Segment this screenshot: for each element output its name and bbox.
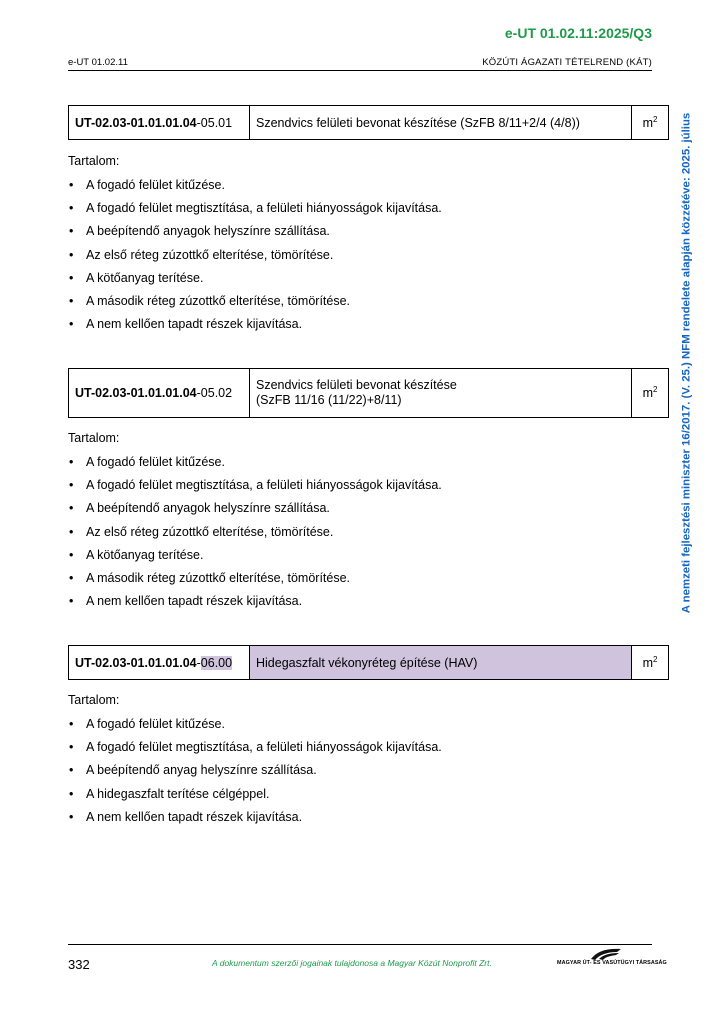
item-table-3 — [68, 645, 669, 680]
header-left: e-UT 01.02.11 — [68, 57, 128, 68]
header-right: KÖZÚTI ÁGAZATI TÉTELREND (KÁT) — [482, 57, 652, 68]
item-title: Hidegaszfalt vékonyréteg építése (HAV) — [250, 646, 632, 680]
footer-copyright: A dokumentum szerzői jogainak tulajdonosa a Magyar Közút Nonprofit Zrt. — [212, 958, 492, 968]
list-item: • Az első réteg zúzottkő elterítése, tömörítése. — [68, 525, 442, 548]
highlighted-code-part: 06.00 — [200, 655, 233, 670]
content-list-3 — [68, 717, 442, 833]
list-item: • A fogadó felület kitűzése. — [68, 717, 442, 740]
list-item: • A második réteg zúzottkő elterítése, tömörítése. — [68, 571, 442, 594]
footer-logo — [557, 947, 667, 969]
content-label: Tartalom: — [68, 154, 120, 168]
list-item: • A fogadó felület kitűzése. — [68, 455, 442, 478]
item-code: UT-02.03-01.01.01.04-05.01 — [69, 106, 250, 140]
item-unit: $m^2$ — [632, 646, 669, 680]
content-list-1 — [68, 178, 442, 340]
list-item: • A beépítendő anyagok helyszínre szállítása. — [68, 224, 442, 247]
side-note — [676, 96, 696, 630]
item-title: Szendvics felületi bevonat készítése (SzFB 11/16 (11/22)+8/11) — [250, 369, 632, 418]
list-item: • A beépítendő anyag helyszínre szállítása. — [68, 763, 442, 786]
content-label: Tartalom: — [68, 693, 120, 707]
list-item: • A kötőanyag terítése. — [68, 548, 442, 571]
list-item: • A kötőanyag terítése. — [68, 271, 442, 294]
page-number: 332 — [68, 957, 90, 972]
side-note-text: A nemzeti fejlesztési miniszter 16/2017. (V. 25.) NFM rendelete alapján közzétéve: 2025. július — [680, 112, 692, 614]
document-code: e-UT 01.02.11:2025/Q3 — [504, 25, 652, 41]
list-item: • Az első réteg zúzottkő elterítése, tömörítése. — [68, 248, 442, 271]
list-item: • A nem kellően tapadt részek kijavítása. — [68, 317, 442, 340]
logo-text: MAGYAR ÚT- ÉS VASÚTÜGYI TÁRSASÁG — [557, 960, 667, 966]
content-list-2 — [68, 455, 442, 617]
item-table-1 — [68, 105, 669, 140]
footer-divider — [68, 944, 652, 945]
list-item: • A fogadó felület kitűzése. — [68, 178, 442, 201]
header-divider — [68, 70, 652, 71]
list-item: • A hidegaszfalt terítése célgéppel. — [68, 787, 442, 810]
item-code: UT-02.03-01.01.01.04-05.02 — [69, 369, 250, 418]
list-item: • A nem kellően tapadt részek kijavítása. — [68, 810, 442, 833]
list-item: • A fogadó felület megtisztítása, a felületi hiányosságok kijavítása. — [68, 478, 442, 501]
item-code: UT-02.03-01.01.01.04-06.00 — [69, 646, 250, 680]
list-item: • A fogadó felület megtisztítása, a felületi hiányosságok kijavítása. — [68, 740, 442, 763]
item-table-2 — [68, 368, 669, 418]
list-item: • A beépítendő anyagok helyszínre szállítása. — [68, 501, 442, 524]
list-item: • A második réteg zúzottkő elterítése, tömörítése. — [68, 294, 442, 317]
item-unit: $m^2$ — [632, 369, 669, 418]
item-unit: $m^2$ — [632, 106, 669, 140]
item-title: Szendvics felületi bevonat készítése (SzFB 8/11+2/4 (4/8)) — [250, 106, 632, 140]
list-item: • A nem kellően tapadt részek kijavítása. — [68, 594, 442, 617]
list-item: • A fogadó felület megtisztítása, a felületi hiányosságok kijavítása. — [68, 201, 442, 224]
road-society-logo-icon — [589, 947, 623, 961]
content-label: Tartalom: — [68, 431, 120, 445]
